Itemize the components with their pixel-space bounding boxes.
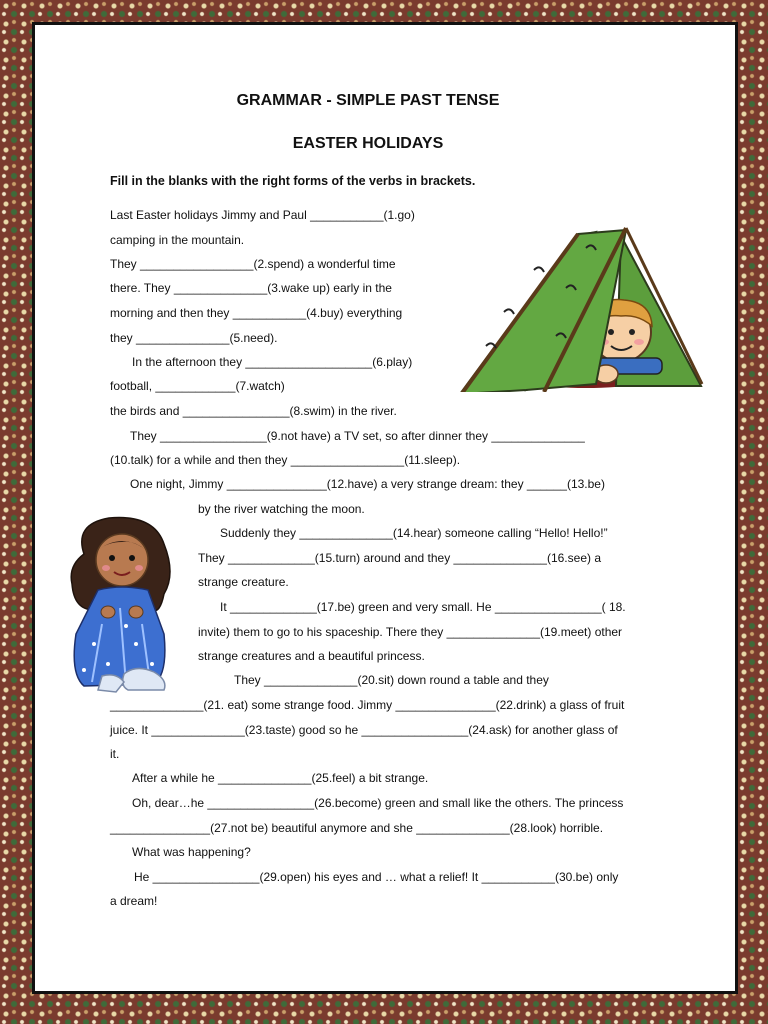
instructions: Fill in the blanks with the right forms of the verbs in brackets. [110,174,476,188]
text-line-15: They _____________(15.turn) around and they ______________(16.see) a [198,551,601,565]
text-line-3: They _________________(2.spend) a wonderful time [110,257,396,271]
text-line-25: Oh, dear…he ________________(26.become) green and small like the others. The princess [132,796,624,810]
text-line-19: strange creatures and a beautiful princess. [198,649,425,663]
text-line-2: camping in the mountain. [110,233,245,247]
text-line-17: It _____________(17.be) green and very small. He ________________( 18. [220,600,626,614]
text-line-7: In the afternoon they ___________________(6.play) [132,355,413,369]
text-line-23: it. [110,747,120,761]
worksheet-page [35,25,735,991]
text-line-22: juice. It ______________(23.taste) good so he ________________(24.ask) for another glass of [110,723,618,737]
text-line-5: morning and then they ___________(4.buy) everything [110,306,403,320]
text-line-27: What was happening? [132,845,251,859]
text-line-20: They ______________(20.sit) down round a table and they [234,673,549,687]
text-line-26: _______________(27.not be) beautiful anymore and she ______________(28.look) horrible. [110,821,604,835]
text-line-4: there. They ______________(3.wake up) early in the [110,281,392,295]
text-line-6: they ______________(5.need). [110,331,278,345]
text-line-14: Suddenly they ______________(14.hear) someone calling “Hello! Hello!” [220,526,608,540]
text-line-9: the birds and ________________(8.swim) in the river. [110,404,397,418]
text-line-21: ______________(21. eat) some strange food. Jimmy _______________(22.drink) a glass of fruit [110,698,625,712]
worksheet-frame [32,22,738,994]
text-line-16: strange creature. [198,575,289,589]
text-line-18: invite) them to go to his spaceship. There they ______________(19.meet) other [198,625,623,639]
text-line-12: One night, Jimmy _______________(12.have) a very strange dream: they ______(13.be) [130,477,605,491]
text-line-13: by the river watching the moon. [198,502,365,516]
tent-boy-illustration [456,224,706,392]
text-line-10: They ________________(9.not have) a TV set, so after dinner they ______________ [130,429,585,443]
text-line-24: After a while he ______________(25.feel) a bit strange. [132,771,429,785]
page-title: GRAMMAR - SIMPLE PAST TENSE [236,92,500,109]
text-line-29: a dream! [110,894,158,908]
text-line-8: football, ____________(7.watch) [110,379,285,393]
text-line-11: (10.talk) for a while and then they _________________(11.sleep). [110,453,461,467]
page-subtitle: EASTER HOLIDAYS [292,135,444,152]
text-line-28: He ________________(29.open) his eyes and … what a relief! It ___________(30.be) only [134,870,619,884]
text-line-1: Last Easter holidays Jimmy and Paul ___________(1.go) [110,208,415,222]
girl-dress-illustration [64,514,184,694]
